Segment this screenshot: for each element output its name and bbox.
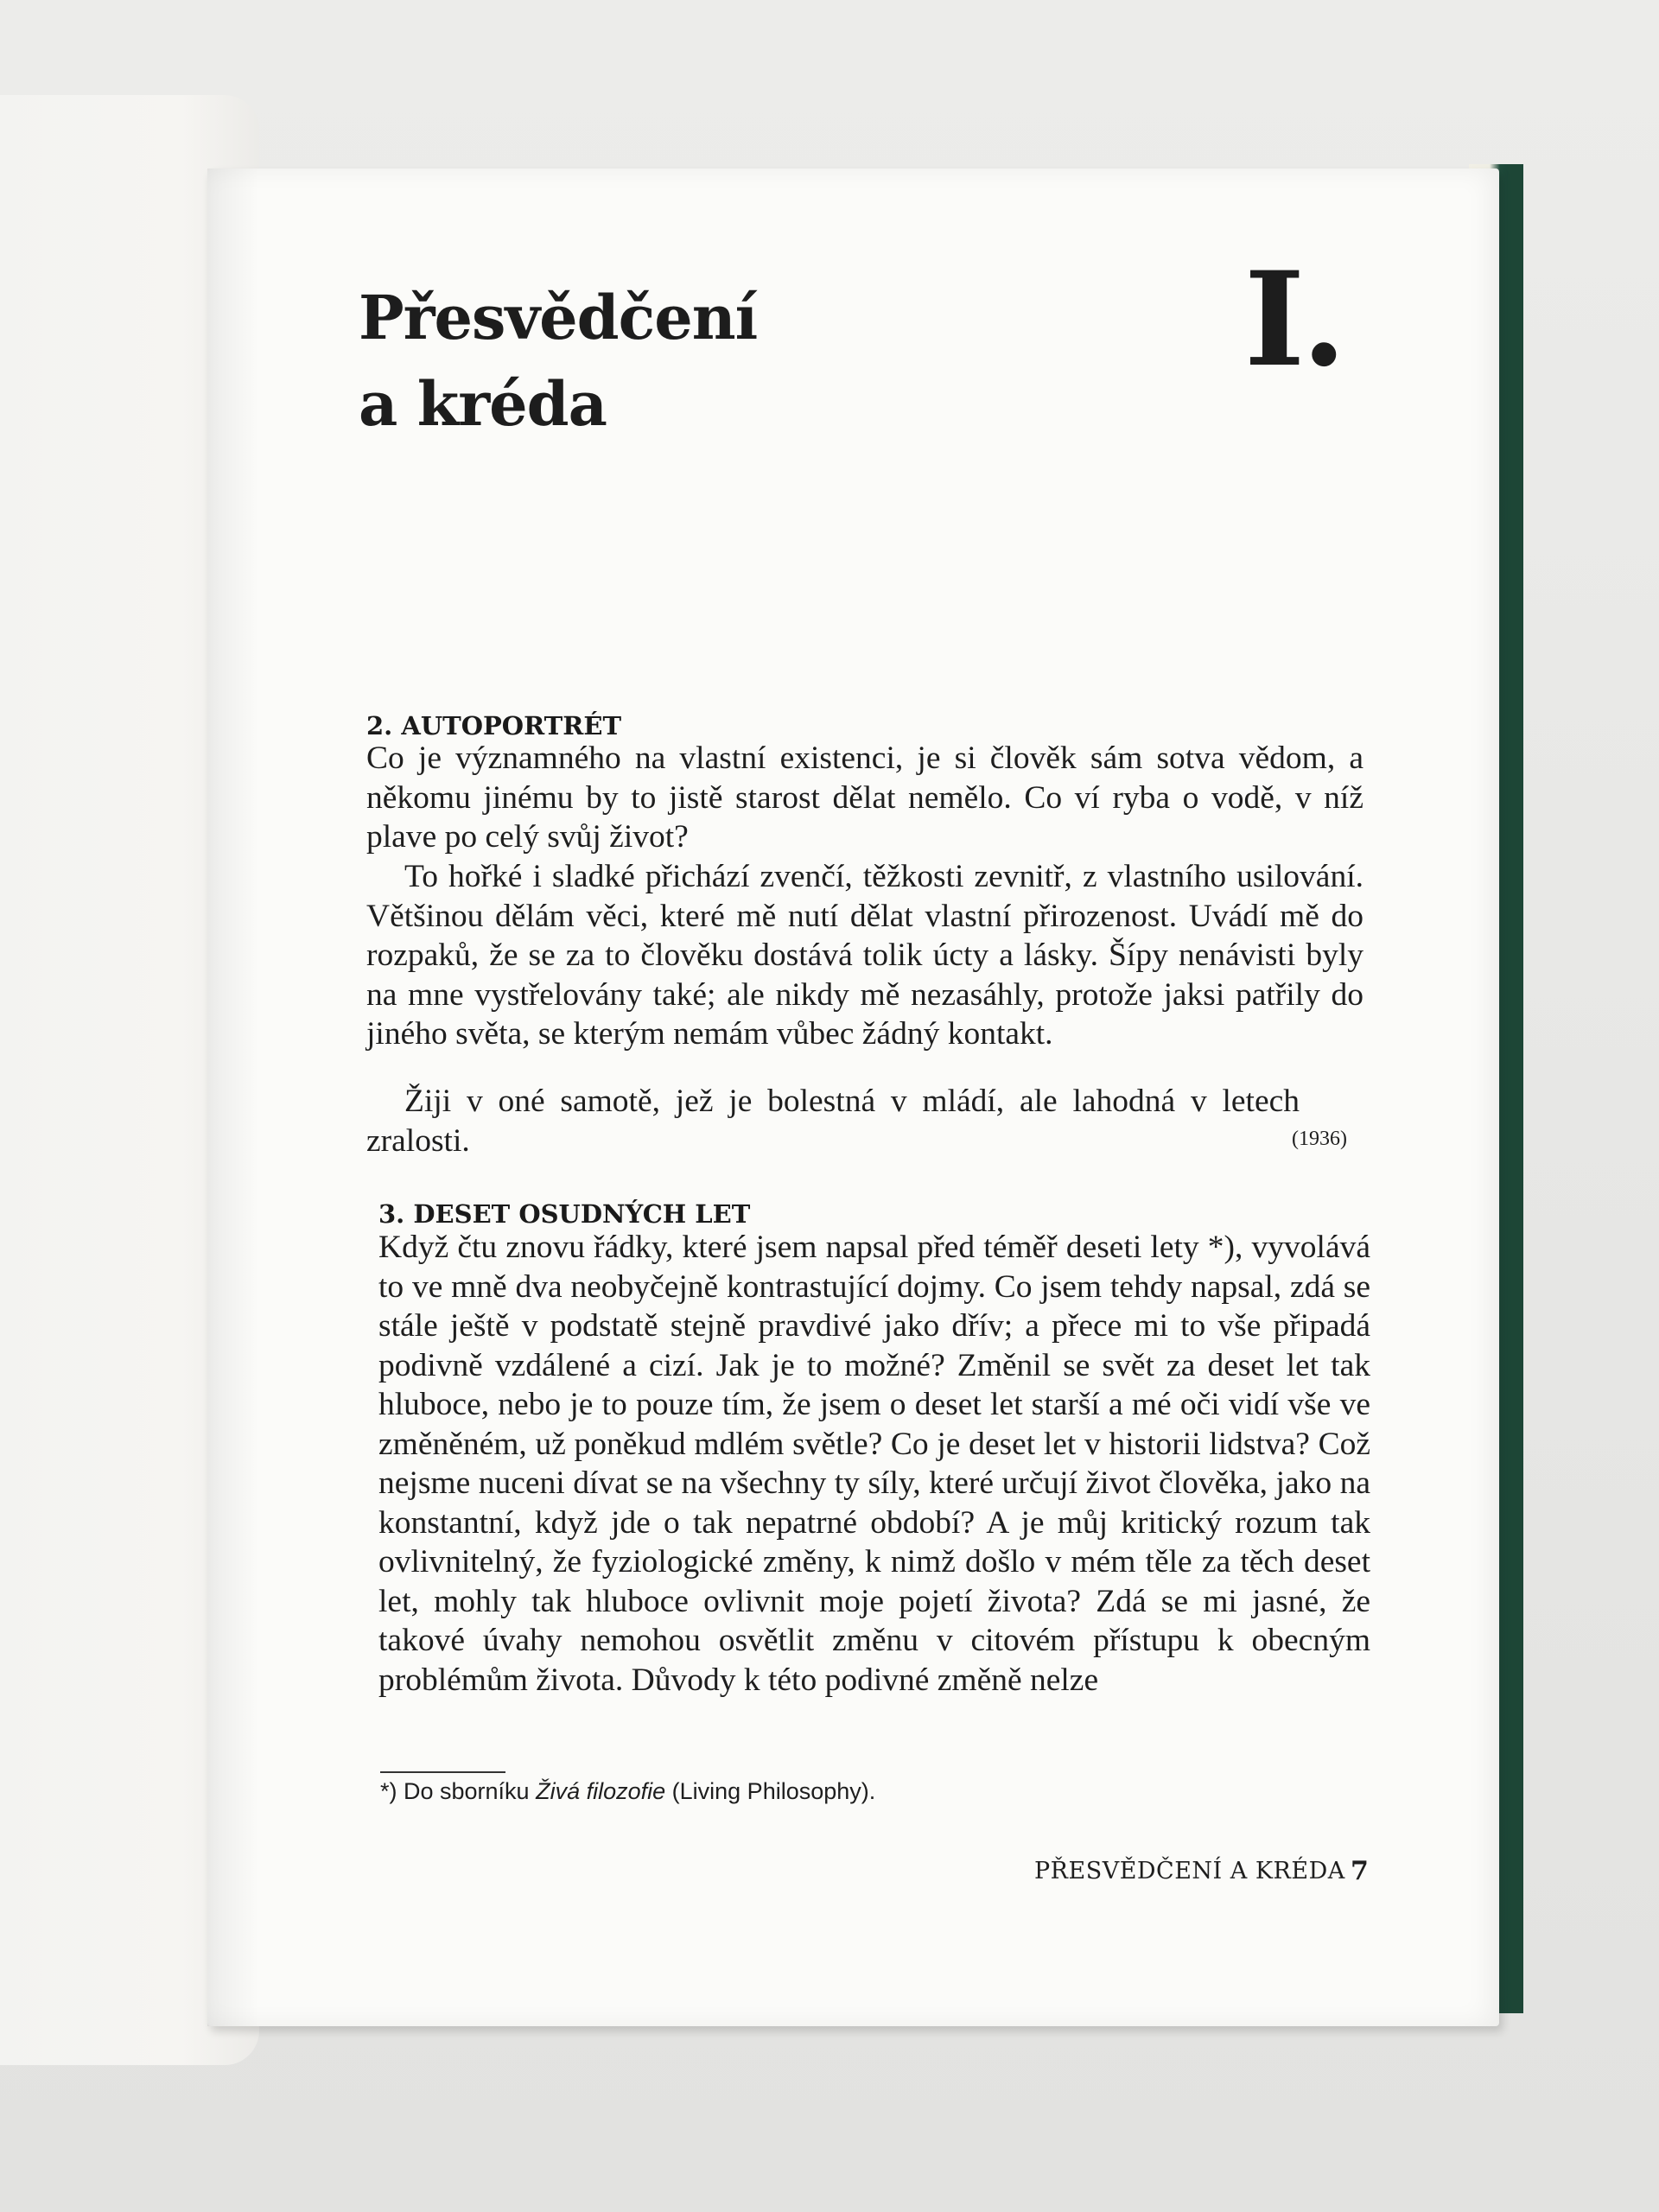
footnote-suffix: (Living Philosophy). bbox=[665, 1778, 876, 1804]
year-note: (1936) bbox=[1292, 1128, 1347, 1150]
paragraph: Když čtu znovu řádky, které jsem napsal před téměř deseti lety *), vyvolává to ve mně dva neobyčejně kontrastující dojmy. Co jsem tehdy napsal, zdá se stále ještě v podstatě stejně pravdivé jako dřív; a přece mi to vše připadá podivně vzdálené a cizí. Jak je to možné? Změnil se svět za deset let tak hluboce, nebo je to pouze tím, že jsem o deset let starší a mé oči vidí vše ve změněném, už poněkud mdlém světle? Co je deset let v historii lidstva? Což nejsme nuceni dívat se na všechny ty síly, které určují život člověka, jako na konstantní, když jde o tak nepatrné období? A je můj kritický rozum tak ovlivnitelný, že fyziologické změny, k nimž došlo v mém těle za těch deset let, mohly tak hluboce ovlivnit moje pojetí života? Zdá se mi jasné, že takové úvahy nemohou osvětlit změnu v citovém přístupu k obecným problémům života. Důvody k této podivné změně nelze bbox=[378, 1230, 1370, 1698]
footnote-rule bbox=[380, 1771, 505, 1773]
running-head: PŘESVĚDČENÍ A KRÉDA bbox=[1034, 1858, 1345, 1885]
paragraph: To hořké i sladké přichází zvenčí, těžkosti zevnitř, z vlastního usilování. Většinou dělám věci, které mě nutí dělat vlastní přirozenost. Uvádí mě do rozpaků, že se za to člověku dostává tolik úcty a lásky. Šípy nenávisti byly na mne vystřelovány také; ale nikdy mě nezasáhly, protože jaksi patřily do jiného světa, se kterým nemám vůbec žádný kontakt. bbox=[366, 859, 1363, 1052]
chapter-title bbox=[359, 275, 757, 448]
chapter-number: I. bbox=[1244, 244, 1344, 396]
section-heading: 2. AUTOPORTRÉT bbox=[366, 711, 622, 741]
spine-shadow bbox=[207, 168, 259, 2026]
paragraph: Žiji v oné samotě, jež je bolestná v mládí, ale lahodná v letech zralosti. bbox=[366, 1084, 1300, 1159]
page-number: 7 bbox=[1351, 1856, 1369, 1886]
footnote-title: Živá filozofie bbox=[536, 1778, 666, 1804]
book-cover-green bbox=[1508, 164, 1523, 2013]
chapter-title-line2: a kréda bbox=[359, 368, 607, 440]
paragraph: Co je významného na vlastní existenci, je si člověk sám sotva vědom, a někomu jinému by to jistě starost dělat nemělo. Co ví ryba o vodě, v níž plave po celý svůj život? bbox=[366, 741, 1363, 855]
footnote-prefix: *) Do sborníku bbox=[380, 1778, 537, 1804]
chapter-title-line1: Přesvědčení bbox=[359, 282, 758, 353]
footnote bbox=[380, 1778, 875, 1805]
section-heading: 3. DESET OSUDNÝCH LET bbox=[378, 1199, 751, 1229]
